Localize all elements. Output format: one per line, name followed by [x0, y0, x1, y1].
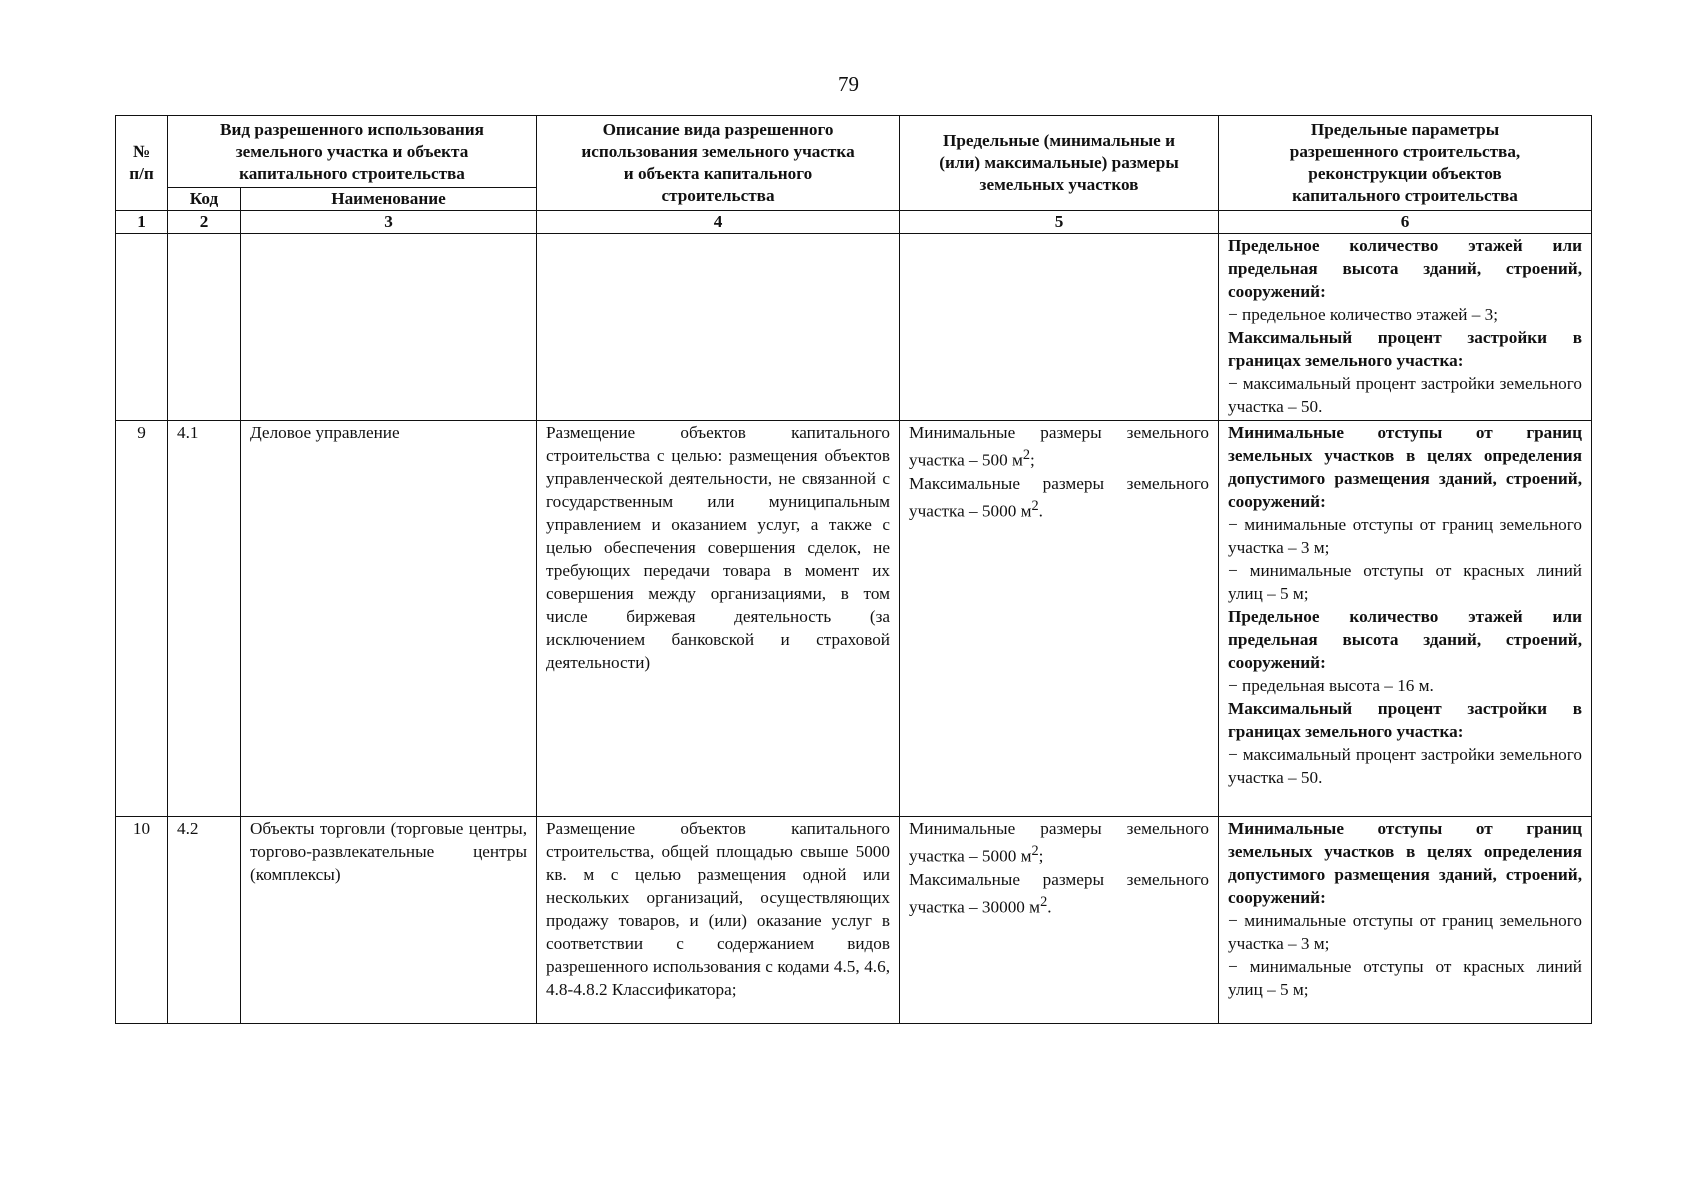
table-row	[116, 421, 1592, 817]
header-build-params: Предельные параметры разрешенного строительства, реконструкции объектов капитального строительства	[1219, 116, 1592, 211]
row-num: 9	[116, 421, 168, 817]
param-line: − минимальные отступы от границ земельного участка – 3 м;	[1228, 911, 1582, 953]
header-description: Описание вида разрешенного использования земельного участка и объекта капитального строительства	[537, 116, 900, 211]
param-line: − максимальный процент застройки земельного участка – 50.	[1228, 374, 1582, 416]
col-number: 3	[241, 211, 537, 234]
col-number: 6	[1219, 211, 1592, 234]
row-name: Объекты торговли (торговые центры, торгово-развлекательные центры (комплексы)	[241, 817, 537, 1024]
size-line: Максимальные размеры земельного участка – 30000 $м^2$.	[909, 869, 1209, 917]
size-line: Минимальные размеры земельного участка – 5000 $м^2$;	[909, 819, 1209, 866]
row-code: 4.2	[168, 817, 241, 1024]
header-name: Наименование	[241, 188, 537, 211]
header-num: № п/п	[116, 116, 168, 211]
param-line: − минимальные отступы от красных линий улиц – 5 м;	[1228, 561, 1582, 603]
header-code: Код	[168, 188, 241, 211]
col-number: 2	[168, 211, 241, 234]
size-line: Максимальные размеры земельного участка – 5000 $м^2$.	[909, 473, 1209, 521]
col-number: 5	[900, 211, 1219, 234]
header-use-type: Вид разрешенного использования земельного участка и объекта капитального строительства	[168, 116, 537, 188]
param-line: Предельное количество этажей или предельная высота зданий, строений, сооружений:	[1228, 607, 1582, 672]
row-params	[1219, 421, 1592, 817]
param-line: − минимальные отступы от красных линий улиц – 5 м;	[1228, 957, 1582, 999]
row-code: 4.1	[168, 421, 241, 817]
param-line: Максимальный процент застройки в границах земельного участка:	[1228, 328, 1582, 370]
col-number: 4	[537, 211, 900, 234]
param-line: Максимальный процент застройки в границах земельного участка:	[1228, 699, 1582, 741]
row-sizes	[900, 234, 1219, 421]
row-params	[1219, 234, 1592, 421]
land-use-table	[115, 115, 1592, 1024]
table-row	[116, 817, 1592, 1024]
table-body	[116, 234, 1592, 1024]
row-name	[241, 234, 537, 421]
column-numbers-row	[116, 211, 1592, 234]
row-name: Деловое управление	[241, 421, 537, 817]
row-params	[1219, 817, 1592, 1024]
param-line: − максимальный процент застройки земельного участка – 50.	[1228, 745, 1582, 787]
row-num: 10	[116, 817, 168, 1024]
param-line: Минимальные отступы от границ земельных участков в целях определения допустимого размещения зданий, строений, сооружений:	[1228, 423, 1582, 511]
row-description	[537, 234, 900, 421]
param-line: − предельное количество этажей – 3;	[1228, 305, 1499, 324]
col-number: 1	[116, 211, 168, 234]
table-header	[116, 116, 1592, 234]
row-description: Размещение объектов капитального строительства, общей площадью свыше 5000 кв. м с целью размещения одной или нескольких организаций, осуществляющих продажу товаров, и (или) оказание услуг в соответствии с содержанием видов разрешенного использования с кодами 4.5, 4.6, 4.8-4.8.2 Классификатора;	[537, 817, 900, 1024]
row-sizes	[900, 817, 1219, 1024]
table-row	[116, 234, 1592, 421]
row-code	[168, 234, 241, 421]
row-description: Размещение объектов капитального строительства с целью: размещения объектов управленческой деятельности, не связанной с государственным или муниципальным управлением и оказанием услуг, а также с целью обеспечения совершения сделок, не требующих передачи товара в момент их совершения между организациями, в том числе биржевая деятельность (за исключением банковской и страховой деятельности)	[537, 421, 900, 817]
param-line: − минимальные отступы от границ земельного участка – 3 м;	[1228, 515, 1582, 557]
size-line: Минимальные размеры земельного участка – 500 $м^2$;	[909, 423, 1209, 470]
header-plot-sizes: Предельные (минимальные и (или) максимальные) размеры земельных участков	[900, 116, 1219, 211]
param-line: Минимальные отступы от границ земельных участков в целях определения допустимого размещения зданий, строений, сооружений:	[1228, 819, 1582, 907]
page-number: 79	[838, 72, 859, 96]
param-line: − предельная высота – 16 м.	[1228, 676, 1434, 695]
row-sizes	[900, 421, 1219, 817]
row-num	[116, 234, 168, 421]
param-line: Предельное количество этажей или предельная высота зданий, строений, сооружений:	[1228, 236, 1582, 301]
